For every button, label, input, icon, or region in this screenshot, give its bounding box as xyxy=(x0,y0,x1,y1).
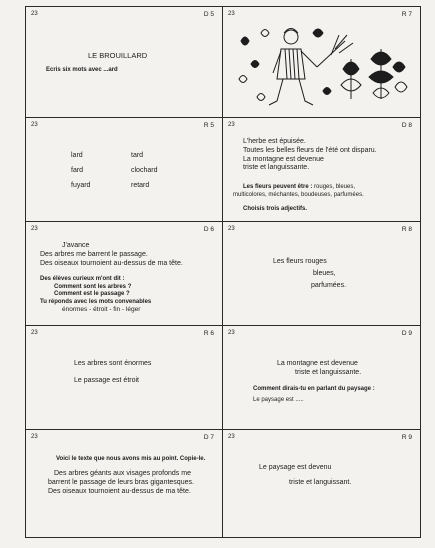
word: clochard xyxy=(131,166,158,174)
text-line: J'avance xyxy=(62,242,90,249)
card-text xyxy=(40,242,183,268)
word: tard xyxy=(131,152,144,159)
reply-instruction: Tu réponds avec les mots convenables xyxy=(40,298,152,305)
card-code: D 6 xyxy=(203,226,214,233)
adjective-hint xyxy=(233,184,364,199)
text-line: triste et languissante. xyxy=(243,164,310,172)
hint-line: multicolores, méchantes, boudeuses, parfumées. xyxy=(233,191,364,198)
card-number: 23 xyxy=(31,434,38,440)
card-code: R 9 xyxy=(401,434,412,441)
word: retard xyxy=(131,181,150,189)
text-line: L'herbe est épuisée. xyxy=(243,138,306,145)
text-line: Des arbres me barrent le passage. xyxy=(40,250,148,258)
card-r7 xyxy=(223,7,420,118)
text-line: Des oiseaux tournoient au-dessus de ma tête. xyxy=(40,259,183,267)
card-code: R 8 xyxy=(401,226,412,233)
card-instruction: Voici le texte que nous avons mis au point. Copie-le. xyxy=(56,456,206,462)
card-grid xyxy=(25,6,421,538)
card-code: D 5 xyxy=(203,11,214,18)
card-text xyxy=(74,360,151,386)
hint-rest: rouges, bleues, xyxy=(312,184,356,190)
card-r5 xyxy=(26,118,223,222)
card-number: 23 xyxy=(31,226,38,232)
text-line: Des oiseaux tournoient au-dessus de ma tête. xyxy=(48,487,191,495)
card-text xyxy=(48,470,194,496)
card-number: 23 xyxy=(31,330,38,336)
question: Comment est le passage ? xyxy=(54,291,130,297)
card-number: 23 xyxy=(31,11,38,17)
card-code: D 9 xyxy=(401,330,412,337)
answer-prompt: Le paysage est ..... xyxy=(253,397,304,403)
text-line: barrent le passage de leurs bras gigantesques. xyxy=(48,478,194,486)
card-code: R 6 xyxy=(203,330,214,337)
text-line: Toutes les belles fleurs de l'été ont disparu. xyxy=(243,146,377,154)
text-line: bleues, xyxy=(313,269,336,277)
text-line: triste et languissant. xyxy=(289,478,352,486)
word-list xyxy=(71,152,157,190)
card-code: R 7 xyxy=(401,11,412,18)
text-line: parfumées. xyxy=(311,281,347,289)
card-number: 23 xyxy=(31,122,38,128)
card-code: R 5 xyxy=(203,122,214,129)
card-code: D 7 xyxy=(203,434,214,441)
card-instruction: Choisis trois adjectifs. xyxy=(243,206,308,212)
card-number: 23 xyxy=(228,122,235,128)
walking-man-illustration xyxy=(231,19,411,115)
card-text xyxy=(243,138,377,173)
card-r6 xyxy=(26,326,223,430)
card-number: 23 xyxy=(228,330,235,336)
card-d5 xyxy=(26,7,223,118)
question: Comment sont les arbres ? xyxy=(54,283,132,290)
text-line: Le passage est étroit xyxy=(74,376,139,384)
text-line: Les fleurs rouges xyxy=(273,258,327,265)
word: fuyard xyxy=(71,181,91,189)
question-intro: Des élèves curieux m'ont dit : xyxy=(40,276,125,282)
card-number: 23 xyxy=(228,226,235,232)
card-text xyxy=(273,258,346,290)
text-line: Les arbres sont énormes xyxy=(74,360,152,367)
text-line: La montagne est devenue xyxy=(243,155,324,163)
question: Comment dirais-tu en parlant du paysage : xyxy=(253,386,375,392)
text-line: Des arbres géants aux visages profonds me xyxy=(54,470,191,477)
hint-lead: Les fleurs peuvent être : xyxy=(243,184,313,190)
text-line: La montagne est devenue xyxy=(277,360,358,367)
text-line: Le paysage est devenu xyxy=(259,464,332,471)
card-text xyxy=(259,464,351,488)
card-title: LE BROUILLARD xyxy=(88,51,148,60)
card-text xyxy=(277,360,361,378)
question-block xyxy=(40,276,151,314)
card-instruction: Ecris six mots avec ...ard xyxy=(46,67,118,73)
word: fard xyxy=(71,166,84,174)
card-d7 xyxy=(26,430,223,537)
answer-choices: énormes - étroit - fin - léger xyxy=(62,306,141,313)
card-code: D 8 xyxy=(401,122,412,129)
card-number: 23 xyxy=(228,434,235,440)
card-d9 xyxy=(223,326,420,430)
card-number: 23 xyxy=(228,11,235,17)
card-r8 xyxy=(223,222,420,326)
text-line: triste et languissante. xyxy=(295,368,362,376)
card-d8 xyxy=(223,118,420,222)
word: lard xyxy=(71,152,83,159)
card-d6 xyxy=(26,222,223,326)
card-r9 xyxy=(223,430,420,537)
